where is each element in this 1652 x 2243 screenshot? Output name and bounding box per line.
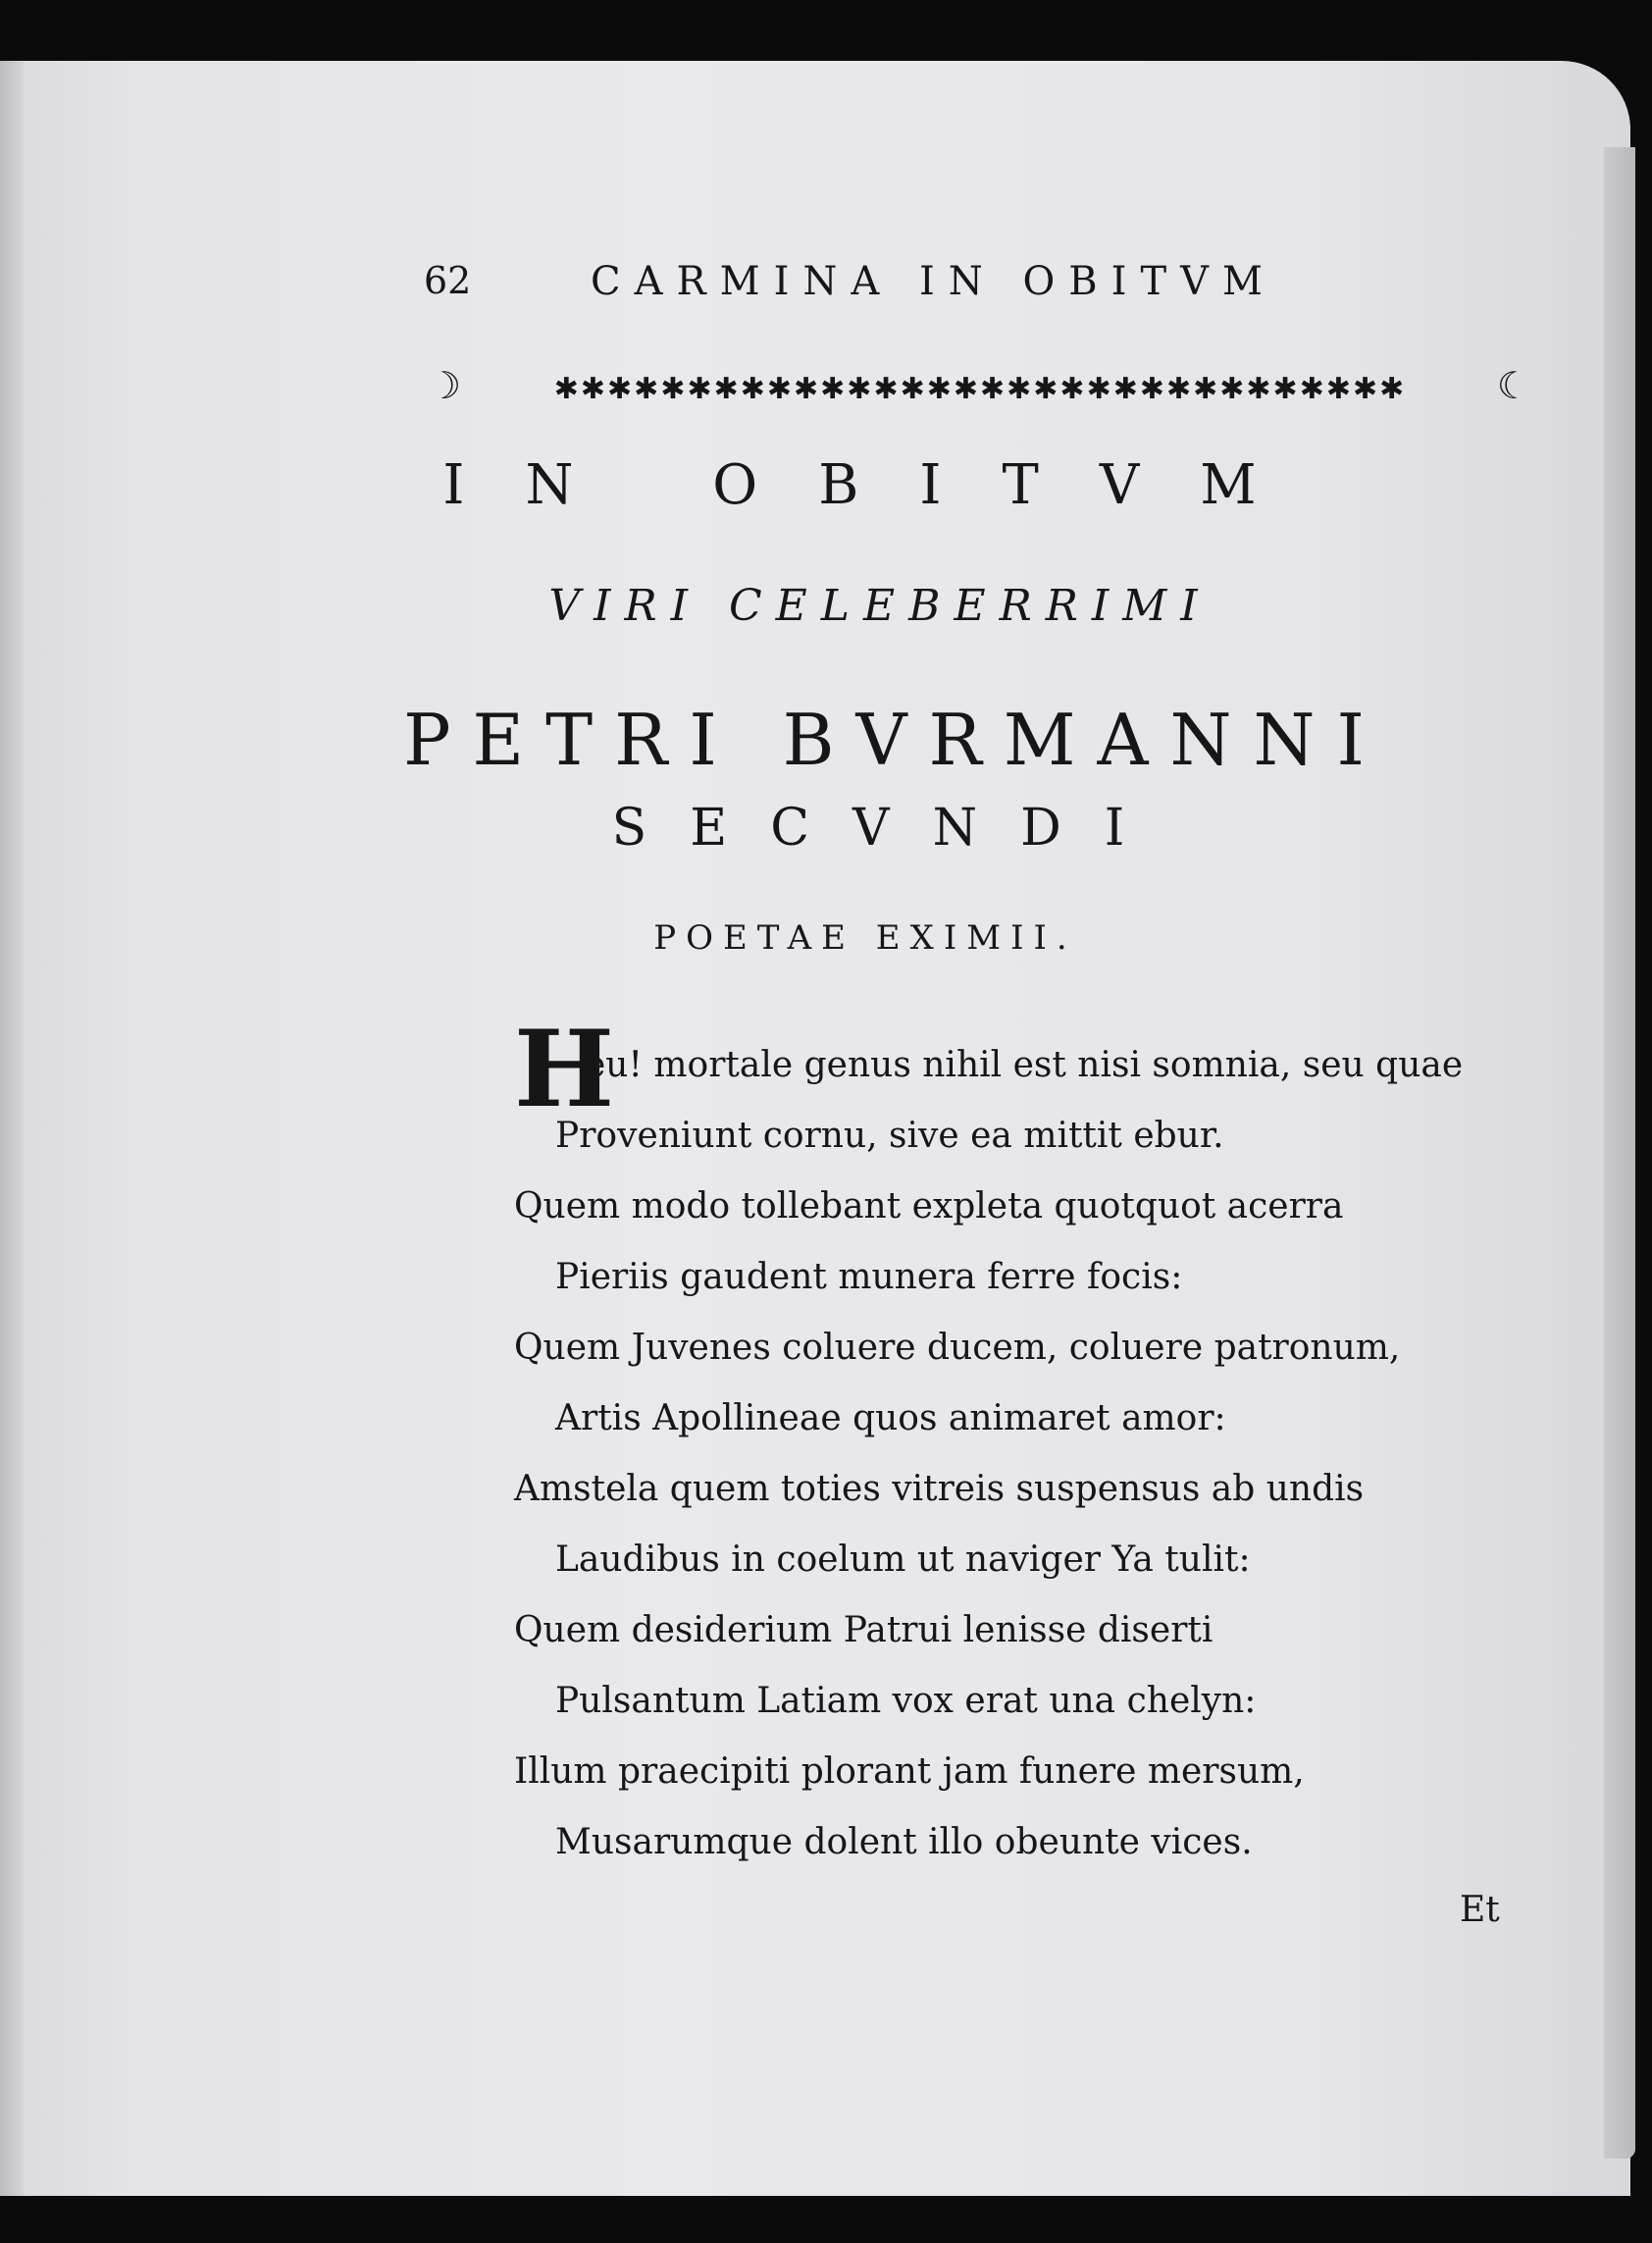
title-line-5: POETAE EXIMII. xyxy=(653,918,1077,958)
catchword: Et xyxy=(1460,1890,1500,1930)
ornament-star-icon: ✱ xyxy=(766,372,795,406)
ornament-star-icon: ✱ xyxy=(1059,372,1087,406)
poem-line: Quem Juvenes coluere ducem, coluere patronum, xyxy=(514,1328,1401,1368)
ornament-star-icon: ✱ xyxy=(1139,372,1166,406)
ornament-star-icon: ✱ xyxy=(1033,372,1060,406)
title-line-2: VIRI CELEBERRIMI xyxy=(548,581,1212,631)
poem-line: Proveniunt cornu, sive ea mittit ebur. xyxy=(555,1116,1224,1156)
ornament-star-icon: ✱ xyxy=(713,372,741,406)
ornament-star-icon: ✱ xyxy=(794,372,821,406)
ornament-star-icon: ✱ xyxy=(580,372,608,406)
ornament-star-icon: ✱ xyxy=(873,372,901,406)
ornament-star-icon: ✱ xyxy=(820,372,848,406)
ornament-star-icon: ✱ xyxy=(1086,372,1113,406)
poem-line: Illum praecipiti plorant jam funere mersum, xyxy=(514,1751,1305,1792)
running-head: CARMINA IN OBITVM xyxy=(591,259,1276,304)
poem-line: Pieriis gaudent munera ferre focis: xyxy=(555,1257,1183,1297)
ornament-star-icon: ✱ xyxy=(1325,372,1353,406)
ornament-star-icon: ✱ xyxy=(660,372,688,406)
poem xyxy=(514,1008,1554,1878)
title-line-1: IN OBITVM xyxy=(442,453,1317,517)
poem-line: Musarumque dolent illo obeunte vices. xyxy=(555,1822,1253,1862)
poem-line: Quem desiderium Patrui lenisse diserti xyxy=(514,1610,1213,1650)
ornament-right-cap: ☾ xyxy=(1496,364,1532,407)
page-edge xyxy=(1604,147,1635,2159)
poem-line: Pulsantum Latiam vox erat una chelyn: xyxy=(555,1681,1257,1721)
ornament-star-icon: ✱ xyxy=(634,372,661,406)
poem-line: Laudibus in coelum ut naviger Ya tulit: xyxy=(555,1539,1251,1580)
ornament-star-icon: ✱ xyxy=(607,372,635,406)
ornament-star-icon: ✱ xyxy=(953,372,980,406)
ornament-star-icon: ✱ xyxy=(1379,372,1407,406)
page-number: 62 xyxy=(424,259,472,302)
ornament-star-icon: ✱ xyxy=(1112,372,1140,406)
ornament-rule xyxy=(428,364,1532,407)
ornament-star-icon: ✱ xyxy=(1007,372,1034,406)
ornament-star-icon: ✱ xyxy=(900,372,927,406)
drop-cap: H xyxy=(514,1008,615,1131)
ornament-star-icon: ✱ xyxy=(847,372,874,406)
ornament-left-cap: ☽ xyxy=(428,364,464,407)
poem-line: Artis Apollineae quos animaret amor: xyxy=(555,1398,1226,1438)
ornament-star-icon: ✱ xyxy=(553,372,581,406)
ornament-star-icon: ✱ xyxy=(980,372,1007,406)
ornament-stars xyxy=(554,367,1407,404)
poem-line: Amstela quem toties vitreis suspensus ab undis xyxy=(514,1469,1365,1509)
title-line-3: PETRI BVRMANNI xyxy=(403,699,1386,781)
poem-line xyxy=(514,1008,1554,1131)
title-line-4: SECVNDI xyxy=(611,799,1168,858)
ornament-star-icon: ✱ xyxy=(1219,372,1247,406)
ornament-star-icon: ✱ xyxy=(1193,372,1220,406)
ornament-star-icon: ✱ xyxy=(926,372,954,406)
ornament-star-icon: ✱ xyxy=(740,372,767,406)
ornament-star-icon: ✱ xyxy=(687,372,714,406)
ornament-star-icon: ✱ xyxy=(1246,372,1273,406)
ornament-star-icon: ✱ xyxy=(1352,372,1380,406)
page-gutter xyxy=(0,61,24,2196)
poem-line: Quem modo tollebant expleta quotquot acerra xyxy=(514,1186,1344,1226)
poem-line-text: eu! mortale genus nihil est nisi somnia, seu quae xyxy=(585,1045,1464,1085)
ornament-star-icon: ✱ xyxy=(1272,372,1300,406)
ornament-star-icon: ✱ xyxy=(1299,372,1326,406)
ornament-star-icon: ✱ xyxy=(1165,372,1194,406)
